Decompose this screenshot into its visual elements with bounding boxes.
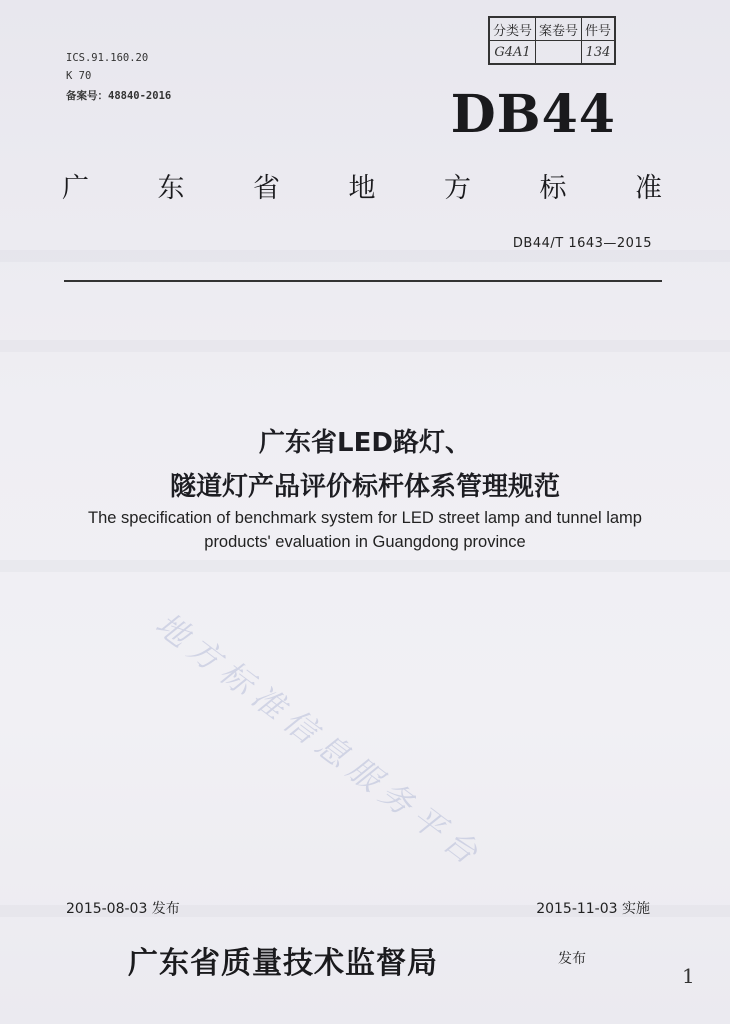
title-en-line2: products' evaluation in Guangdong province (204, 533, 526, 551)
class-code: K 70 (66, 70, 92, 82)
ics-code: ICS.91.160.20 (66, 52, 149, 64)
standard-type-char: 准 (635, 173, 662, 204)
scan-artifact (0, 560, 730, 572)
archive-header-item: 件号 (582, 18, 615, 41)
header-divider (64, 280, 662, 282)
scan-artifact (0, 340, 730, 352)
archive-value-item: 134 (582, 41, 615, 64)
title-en-line1: The specification of benchmark system for LED street lamp and tunnel lamp (88, 509, 642, 527)
title-cn-line2: 隧道灯产品评价标杆体系管理规范 (169, 472, 560, 502)
title-cn-line1: 广东省LED路灯、 (259, 428, 471, 458)
standard-type-title (62, 166, 662, 205)
archive-stamp (488, 16, 616, 65)
publisher-name: 广东省质量技术监督局 (128, 946, 438, 981)
standard-number: DB44/T 1643—2015 (512, 236, 652, 251)
standard-code: DB44 (450, 84, 616, 145)
publish-label: 发布 (558, 951, 586, 967)
standard-type-char: 广 (62, 173, 89, 204)
archive-header-category: 分类号 (490, 18, 536, 41)
archive-value-category: G4A1 (490, 41, 536, 64)
scan-artifact (0, 250, 730, 262)
record-number: 备案号：48840-2016 (66, 90, 172, 102)
page-number: 1 (682, 964, 695, 988)
standard-type-char: 方 (444, 173, 471, 204)
standard-type-char: 地 (348, 173, 376, 204)
watermark: 地方标准信息服务平台 (148, 604, 491, 876)
archive-header-volume: 案卷号 (536, 18, 582, 41)
standard-type-char: 省 (253, 173, 280, 204)
archive-value-volume (536, 41, 582, 64)
implement-date: 2015-11-03 实施 (536, 901, 650, 917)
issue-date: 2015-08-03 发布 (66, 901, 180, 917)
standard-type-char: 标 (539, 173, 567, 204)
standard-type-char: 东 (157, 173, 185, 204)
